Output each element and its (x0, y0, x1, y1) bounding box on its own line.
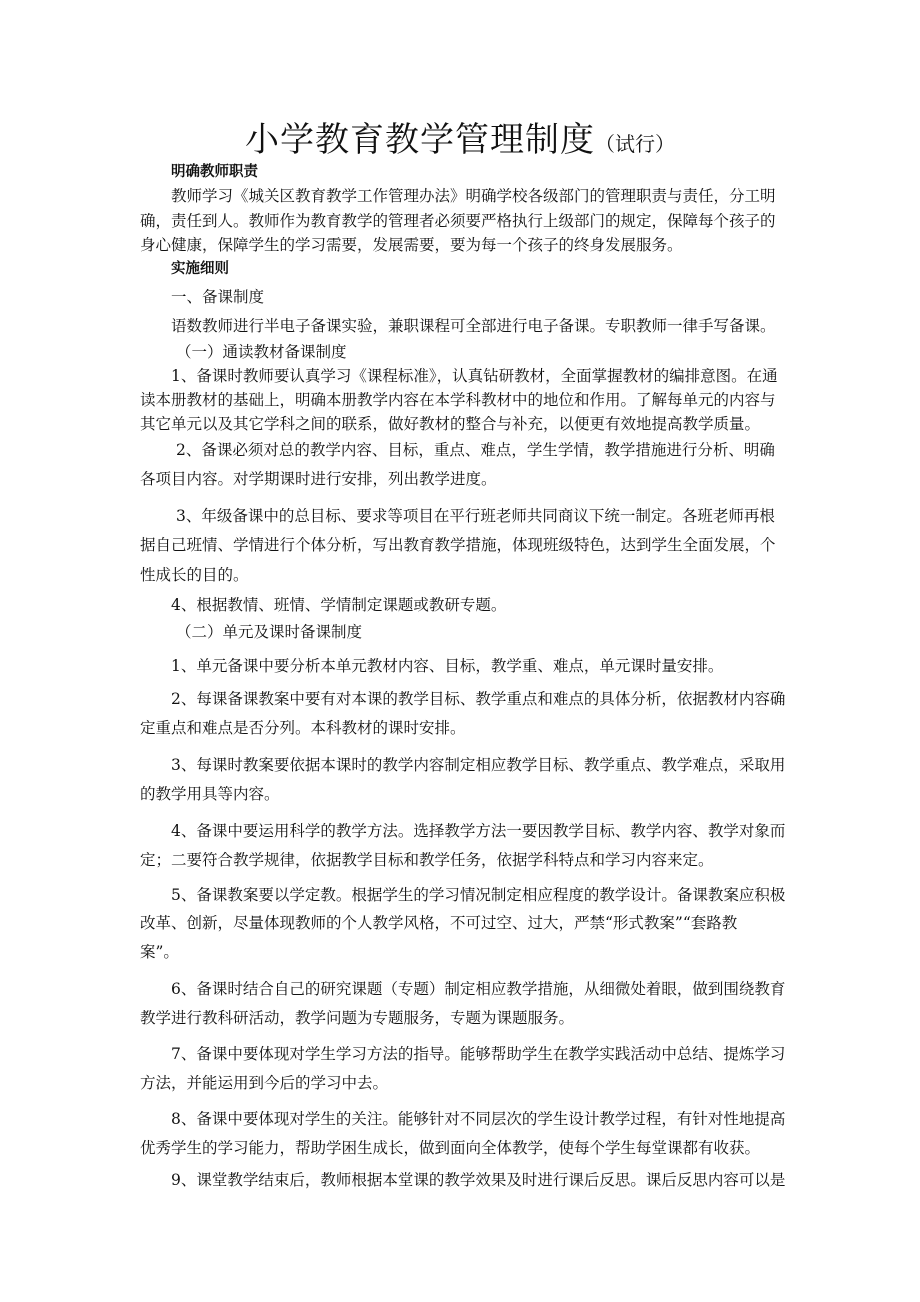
section-heading-rules: 实施细则 (171, 261, 229, 277)
paragraph-line: 方法，并能运用到今后的学习中去。 (140, 1074, 389, 1092)
paragraph-line: 其它单元以及其它学科之间的联系，做好教材的整合与补充，以便更有效地提高教学质量。 (140, 415, 761, 433)
paragraph-line: 语数教师进行半电子备课实验，兼职课程可全部进行电子备课。专职教师一律手写备课。 (171, 317, 776, 335)
heading-lesson-prep: 一、备课制度 (171, 288, 265, 306)
paragraph-line: 9、课堂教学结束后，教师根据本堂课的教学效果及时进行课后反思。课后反思内容可以是 (171, 1171, 786, 1189)
paragraph-line: 4、根据教情、班情、学情制定课题或教研专题。 (171, 596, 507, 614)
paragraph-line: 定；二要符合教学规律，依据教学目标和教学任务，依据学科特点和学习内容来定。 (140, 851, 714, 869)
document-title (0, 112, 920, 161)
paragraph-line: 1、备课时教师要认真学习《课程标准》，认真钻研教材，全面掌握教材的编排意图。在通 (171, 367, 778, 385)
paragraph-line: 7、备课中要体现对学生学习方法的指导。能够帮助学生在教学实践活动中总结、提炼学习 (171, 1045, 786, 1063)
paragraph-line: 3、每课时教案要依据本课时的教学内容制定相应教学目标、教学重点、教学难点，采取用 (171, 756, 786, 774)
paragraph-line: 2、备课必须对总的教学内容、目标，重点、难点，学生学情，教学措施进行分析、明确 (176, 441, 775, 459)
paragraph-line: 4、备课中要运用科学的教学方法。选择教学方法一要因教学目标、教学内容、教学对象而 (171, 822, 786, 840)
paragraph-line: 确，责任到人。教师作为教育教学的管理者必须要严格执行上级部门的规定，保障每个孩子的 (140, 212, 776, 230)
paragraph-line: 身心健康，保障学生的学习需要，发展需要，要为每一个孩子的终身发展服务。 (140, 236, 683, 254)
paragraph-line: 的教学用具等内容。 (140, 785, 280, 803)
paragraph-line: 各项目内容。对学期课时进行安排，列出教学进度。 (140, 470, 497, 488)
title-suffix: （试行） (595, 132, 675, 156)
paragraph-line: 6、备课时结合自己的研究课题（专题）制定相应教学措施，从细微处着眼，做到围绕教育 (171, 980, 786, 998)
subheading-unit: （二）单元及课时备课制度 (176, 623, 363, 641)
paragraph-line: 1、单元备课中要分析本单元教材内容、目标，教学重、难点，单元课时量安排。 (171, 657, 724, 675)
paragraph-line: 教师学习《城关区教育教学工作管理办法》明确学校各级部门的管理职责与责任，分工明 (171, 187, 776, 205)
paragraph-line: 改革、创新，尽量体现教师的个人教学风格，不可过空、过大，严禁“形式教案”“套路教 (140, 914, 738, 932)
paragraph-line: 据自己班情、学情进行个体分析，写出教育教学措施，体现班级特色，达到学生全面发展，个 (140, 536, 776, 554)
paragraph-line: 优秀学生的学习能力，帮助学困生成长，做到面向全体教学，使每个学生每堂课都有收获。 (140, 1139, 761, 1157)
paragraph-line: 性成长的目的。 (140, 566, 249, 584)
paragraph-line: 案”。 (140, 943, 179, 961)
paragraph-line: 读本册教材的基础上，明确本册教学内容在本学科教材中的地位和作用。了解每单元的内容与 (140, 391, 776, 409)
paragraph-line: 2、每课备课教案中要有对本课的教学目标、教学重点和难点的具体分析，依据教材内容确 (171, 690, 786, 708)
paragraph-line: 5、备课教案要以学定教。根据学生的学习情况制定相应程度的教学设计。备课教案应积极 (171, 886, 786, 904)
paragraph-line: 定重点和难点是否分列。本科教材的课时安排。 (140, 719, 466, 737)
section-heading-duties: 明确教师职责 (171, 164, 258, 180)
paragraph-line: 3、年级备课中的总目标、要求等项目在平行班老师共同商议下统一制定。各班老师再根 (176, 507, 775, 525)
subheading-textbook: （一）通读教材备课制度 (176, 343, 347, 361)
title-main: 小学教育教学管理制度 (245, 120, 595, 160)
paragraph-line: 8、备课中要体现对学生的关注。能够针对不同层次的学生设计教学过程，有针对性地提高 (171, 1110, 786, 1128)
paragraph-line: 教学进行教科研活动，教学问题为专题服务，专题为课题服务。 (140, 1009, 575, 1027)
